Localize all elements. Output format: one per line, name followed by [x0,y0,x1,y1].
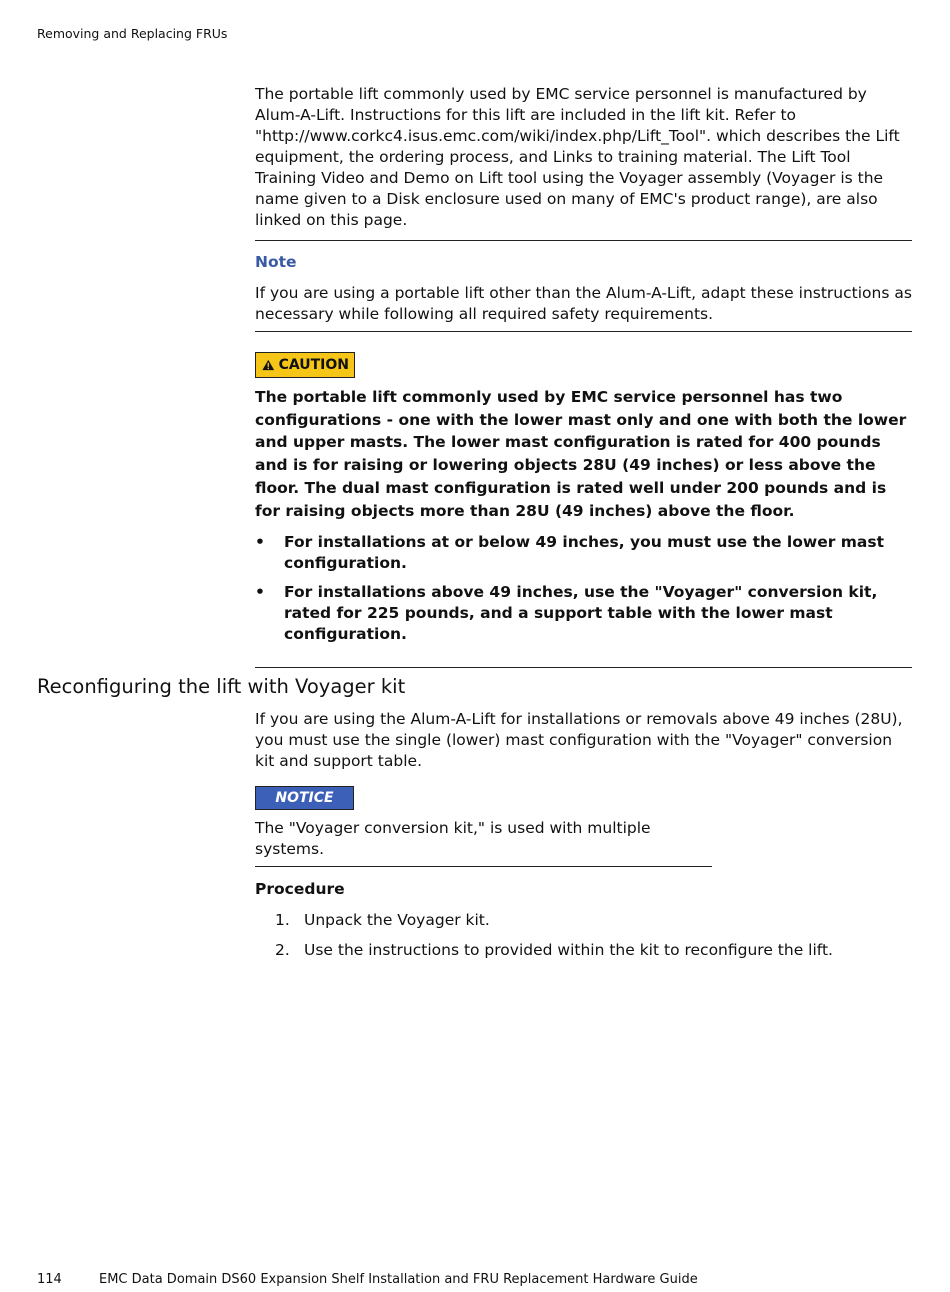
warning-triangle-icon [262,358,275,372]
list-item: • For installations above 49 inches, use the "Voyager" conversion kit, rated for 225 pounds, and a support table with the lower mast configuration. [255,583,878,644]
bullet-icon: • [255,583,265,602]
procedure-step [255,910,912,931]
procedure-step [255,940,912,961]
section-heading: Reconfiguring the lift with Voyager kit [37,675,406,698]
note-top-rule [255,240,912,241]
section-content [255,709,912,970]
page-number: 114 [37,1272,62,1287]
procedure-steps [255,910,912,961]
step-text: Use the instructions to provided within the kit to reconfigure the lift. [304,941,833,959]
caution-bullet-list [255,532,912,645]
main-content [255,84,912,668]
step-text: Unpack the Voyager kit. [304,911,490,929]
caution-label: CAUTION [278,357,349,373]
caution-badge [255,352,355,378]
footer-doc-title: EMC Data Domain DS60 Expansion Shelf Installation and FRU Replacement Hardware Guide [99,1272,698,1287]
note-text: If you are using a portable lift other than the Alum-A-Lift, adapt these instructions as necessary while following all required safety requirements. [255,284,912,323]
note-bottom-rule [255,331,912,332]
section-paragraph: If you are using the Alum-A-Lift for installations or removals above 49 inches (28U), you must use the single (lower) mast configuration with the "Voyager" conversion kit and support table. [255,710,903,770]
page-footer [37,1272,698,1287]
notice-badge: NOTICE [255,786,354,810]
step-number: 1. [275,911,290,929]
intro-paragraph: The portable lift commonly used by EMC service personnel is manufactured by Alum-A-Lift. Instructions for this lift are included in the lift kit. Refer to "http://www.corkc4.isus.emc.com/wiki/index.php/Lift_Tool". which describes the Lift equipment, the ordering process, and Links to training material. The Lift Tool Training Video and Demo on Lift tool using the Voyager assembly (Voyager is the name given to a Disk enclosure used on many of EMC's product range), are also linked on this page. [255,85,900,229]
caution-bottom-rule [255,667,912,668]
bullet-icon: • [255,533,265,552]
note-block [255,252,912,325]
step-number: 2. [275,941,290,959]
running-header: Removing and Replacing FRUs [37,26,228,41]
caution-text: The portable lift commonly used by EMC service personnel has two configurations - one with the lower mast only and one with both the lower and upper masts. The lower mast configuration is rated for 400 pounds and is for raising or lowering objects 28U (49 inches) or less above the floor. The dual mast configuration is rated well under 200 pounds and is for raising objects more than 28U (49 inches) above the floor. [255,388,907,520]
list-item: • For installations at or below 49 inches, you must use the lower mast configuration. [255,533,885,573]
procedure-heading: Procedure [255,880,345,898]
notice-text: The "Voyager conversion kit," is used with multiple systems. [255,818,712,867]
note-label: Note [255,253,297,271]
